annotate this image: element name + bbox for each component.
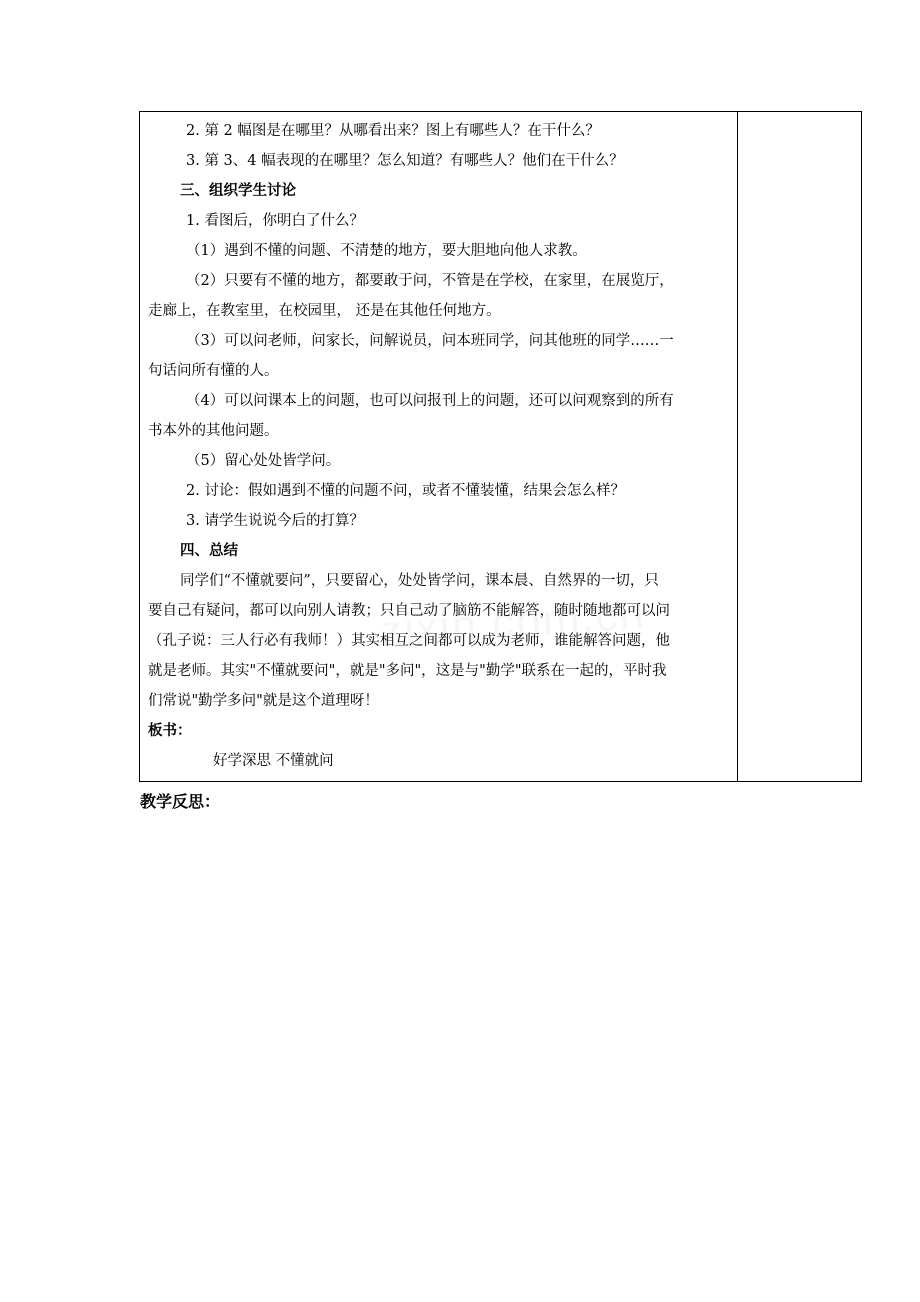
- lesson-line: 2. 讨论：假如遇到不懂的问题不问，或者不懂装懂，结果会怎么样？: [186, 483, 625, 499]
- lesson-line: （4）可以问课本上的问题，也可以问报刊上的问题，还可以问观察到的所有: [186, 393, 674, 409]
- lesson-line: 三、组织学生讨论: [180, 182, 296, 199]
- lesson-line: 要自己有疑问，都可以向别人请教；只自己动了脑筋不能解答，随时随地都可以问: [148, 603, 670, 619]
- teaching-reflection-heading: 教学反思：: [140, 792, 221, 811]
- lesson-line: （2）只要有不懂的地方，都要敢于问，不管是在学校，在家里，在展览厅，: [186, 273, 674, 289]
- notes-cell: [738, 112, 861, 781]
- lesson-line: 们常说"勤学多问"就是这个道理呀！: [148, 693, 379, 709]
- lesson-line: 就是老师。其实"不懂就要问"，就是"多问"，这是与"勤学"联系在一起的，平时我: [148, 663, 667, 679]
- lesson-line: （1）遇到不懂的问题、不清楚的地方，要大胆地向他人求教。: [186, 243, 587, 259]
- lesson-line: 3. 请学生说说今后的打算？: [186, 513, 364, 529]
- lesson-line: 同学们“不懂就要问”，只要留心，处处皆学问，课本晨、自然界的一切，只: [180, 573, 659, 589]
- lesson-line: （5）留心处处皆学问。: [186, 453, 341, 469]
- lesson-line: （3）可以问老师，问家长，问解说员，问本班同学，问其他班的同学……一: [186, 333, 674, 349]
- lesson-line: 2. 第 2 幅图是在哪里？从哪看出来？图上有哪些人？在干什么？: [186, 123, 600, 139]
- lesson-line: 好学深思 不懂就问: [213, 753, 334, 769]
- lesson-line: （孔子说：三人行必有我师！）其实相互之间都可以成为老师，谁能解答问题，他: [148, 633, 670, 649]
- lesson-line: 板书：: [148, 722, 192, 739]
- lesson-line: 四、总结: [180, 542, 238, 559]
- lesson-line: 走廊上，在教室里，在校园里， 还是在其他任何地方。: [148, 303, 501, 319]
- lesson-line: 3. 第 3、4 幅表现的在哪里？怎么知道？有哪些人？他们在干什么？: [186, 153, 624, 169]
- lesson-plan-table: [139, 111, 862, 782]
- lesson-line: 书本外的其他问题。: [148, 423, 279, 439]
- lesson-line: 1. 看图后，你明白了什么？: [186, 213, 364, 229]
- lesson-line: 句话问所有懂的人。: [148, 363, 279, 379]
